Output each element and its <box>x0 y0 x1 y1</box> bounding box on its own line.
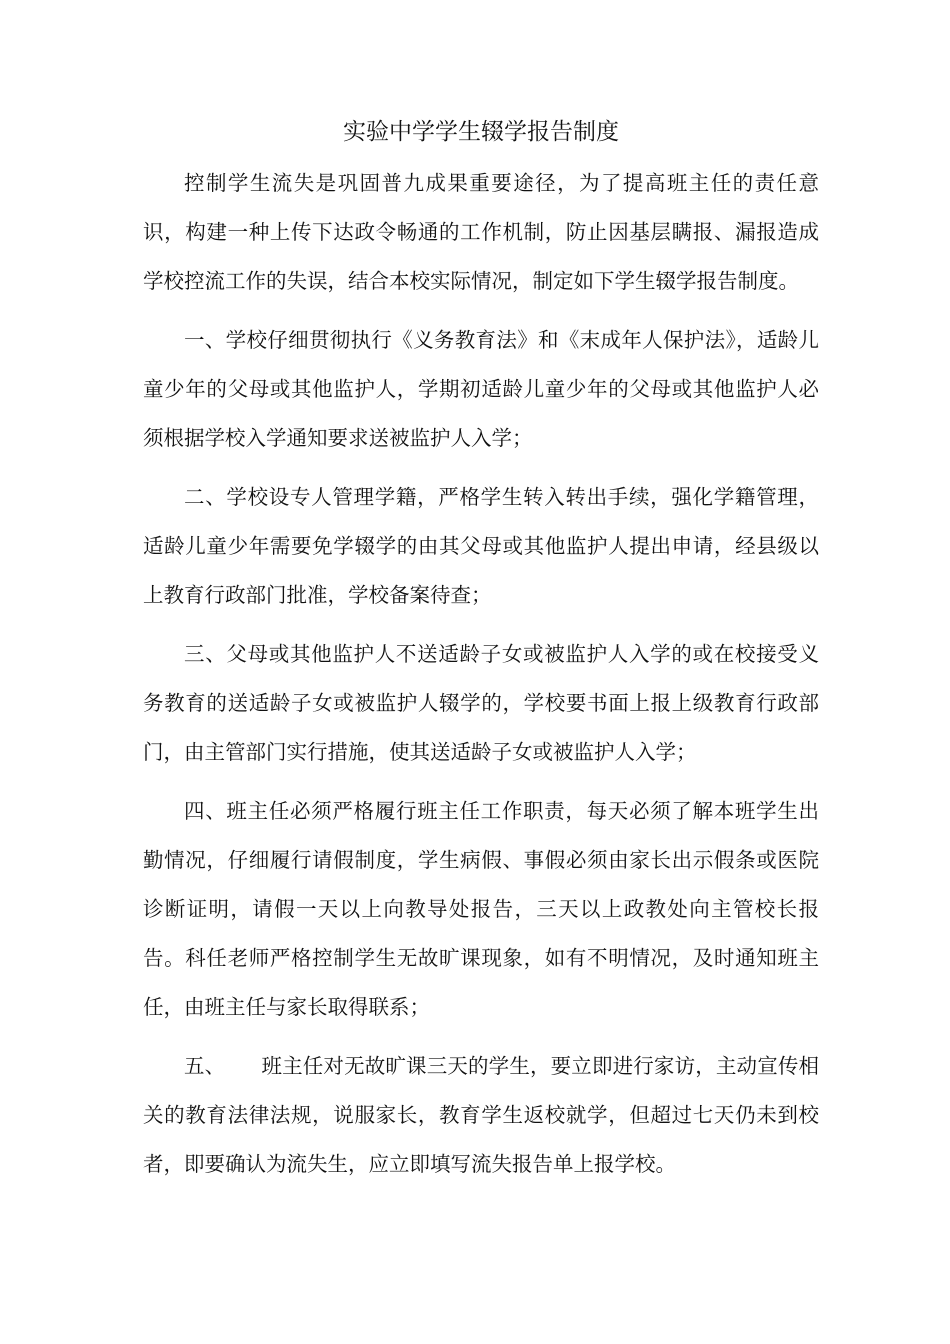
paragraph-item-4: 四、班主任必须严格履行班主任工作职责，每天必须了解本班学生出勤情况，仔细履行请假制度，学生病假、事假必须由家长出示假条或医院诊断证明，请假一天以上向教导处报告，三天以上政教处向主管校长报告。科任老师严格控制学生无故旷课现象，如有不明情况，及时通知班主任，由班主任与家长取得联系； <box>143 799 819 1019</box>
paragraph-item-5 <box>143 1042 819 1189</box>
paragraph-item-2: 二、学校设专人管理学籍，严格学生转入转出手续，强化学籍管理，适龄儿童少年需要免学辍学的由其父母或其他监护人提出申请，经县级以上教育行政部门批准，学校备案待查； <box>143 485 819 607</box>
document-title: 实验中学学生辍学报告制度 <box>343 119 619 145</box>
paragraph-item-1: 一、学校仔细贯彻执行《义务教育法》和《末成年人保护法》，适龄儿童少年的父母或其他监护人，学期初适龄儿童少年的父母或其他监护人必须根据学校入学通知要求送被监护人入学； <box>143 328 819 450</box>
paragraph-item-3: 三、父母或其他监护人不送适龄子女或被监护人入学的或在校接受义务教育的送适龄子女或被监护人辍学的，学校要书面上报上级教育行政部门，由主管部门实行措施，使其送适龄子女或被监护人入学； <box>143 642 819 764</box>
paragraph-intro: 控制学生流失是巩固普九成果重要途径，为了提高班主任的责任意识，构建一种上传下达政令畅通的工作机制，防止因基层瞒报、漏报造成学校控流工作的失误，结合本校实际情况，制定如下学生辍学报告制度。 <box>143 171 819 293</box>
paragraph-item-5-marker: 五、 <box>184 1054 226 1078</box>
document-body <box>143 112 819 1199</box>
paragraph-item-5-text: 班主任对无故旷课三天的学生，要立即进行家访，主动宣传相关的教育法律法规，说服家长，教育学生返校就学，但超过七天仍未到校者，即要确认为流失生，应立即填写流失报告单上报学校。 <box>143 1054 820 1176</box>
